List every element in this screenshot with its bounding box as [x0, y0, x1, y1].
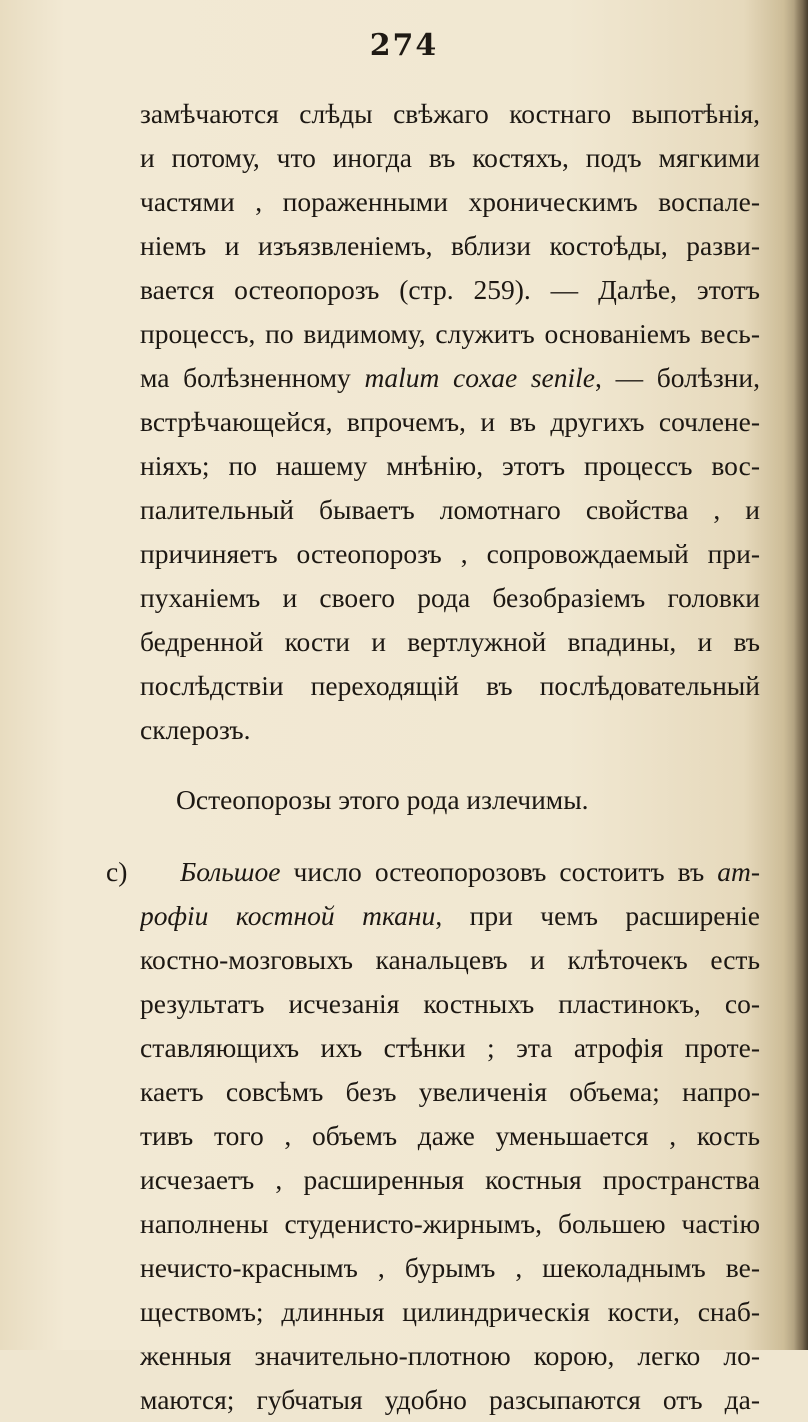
text-line: частями , пораженными хроническимъ воспале-: [140, 186, 760, 217]
text-line: склерозъ.: [140, 714, 251, 745]
text-line: результатъ исчезанія костныхъ пластинокъ, со-: [140, 988, 760, 1019]
text-line: ставляющихъ ихъ стѣнки ; эта атрофія проте-: [140, 1032, 760, 1063]
text-line: процессъ, по видимому, служитъ основаніемъ весь-: [140, 318, 760, 349]
text-line: ніяхъ; по нашему мнѣнію, этотъ процессъ вос-: [140, 450, 760, 481]
text-line: тивъ того , объемъ даже уменьшается , кость: [140, 1120, 760, 1151]
text-line: палительный бываетъ ломотнаго свойства , и: [140, 494, 760, 525]
text-line: встрѣчающейся, впрочемъ, и въ другихъ сочлене-: [140, 406, 760, 437]
text-line: ніемъ и изъязвленіемъ, вблизи костоѣды, разви-: [140, 230, 760, 261]
list-marker: c): [106, 856, 128, 887]
text-line: рофіи костной ткани, при чемъ расширеніе: [140, 900, 760, 931]
text-line: замѣчаются слѣды свѣжаго костнаго выпотѣнія,: [140, 98, 760, 129]
text-line: послѣдствіи переходящій въ послѣдовательный: [140, 670, 760, 701]
summary-line: Остеопорозы этого рода излечимы.: [176, 784, 589, 815]
text-line: пуханіемъ и своего рода безобразіемъ головки: [140, 582, 760, 613]
text-line: исчезаетъ , расширенныя костныя пространства: [140, 1164, 760, 1195]
text-line: вается остеопорозъ (стр. 259). — Далѣе, этотъ: [140, 274, 760, 305]
text-line: каетъ совсѣмъ безъ увеличенія объема; напро-: [140, 1076, 760, 1107]
page-edge-shadow: [794, 0, 808, 1350]
text-line: и потому, что иногда въ костяхъ, подъ мягкими: [140, 142, 760, 173]
text-line: ществомъ; длинныя цилиндрическія кости, снаб-: [140, 1296, 760, 1327]
page-number: 274: [369, 28, 439, 63]
text-line: бедренной кости и вертлужной впадины, и въ: [140, 626, 760, 657]
text-line: причиняетъ остеопорозъ , сопровождаемый при-: [140, 538, 760, 569]
text-line: наполнены студенисто-жирнымъ, большею частію: [140, 1208, 760, 1239]
text-line: маются; губчатыя удобно разсыпаются отъ да-: [140, 1384, 760, 1415]
text-line: ма болѣзненному malum coxae senile, — болѣзни,: [140, 362, 760, 393]
text-line: Большое число остеопорозовъ состоитъ въ ат-: [180, 856, 760, 887]
text-line: женныя значительно-плотною корою, легко ло-: [140, 1340, 760, 1371]
text-line: костно-мозговыхъ канальцевъ и клѣточекъ есть: [140, 944, 760, 975]
text-line: нечисто-краснымъ , бурымъ , шеколаднымъ ве-: [140, 1252, 760, 1283]
